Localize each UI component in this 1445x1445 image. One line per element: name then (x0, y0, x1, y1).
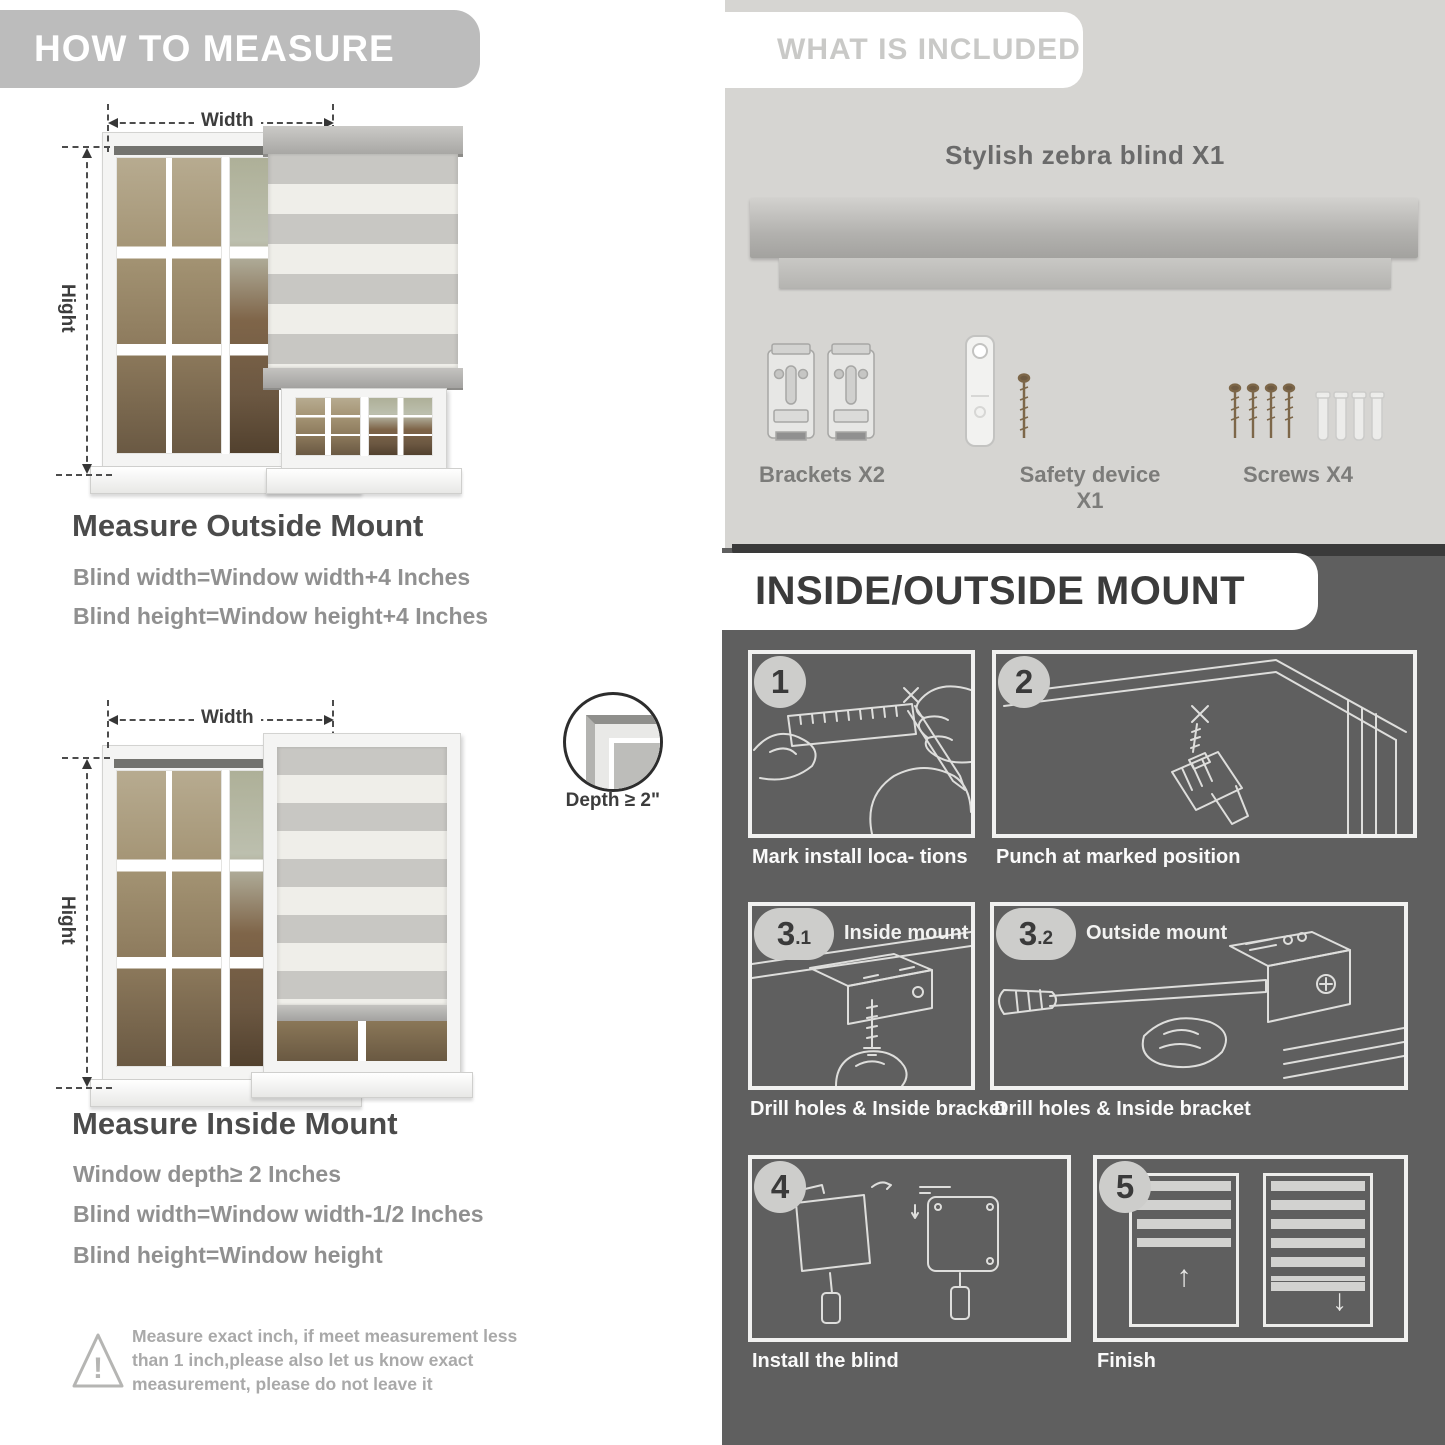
height-label: Hight (57, 896, 78, 945)
blind-headrail-bottom (779, 258, 1391, 288)
mini-blind-rail (1271, 1282, 1365, 1291)
step2-caption: Punch at marked position (996, 846, 1241, 868)
arrow-left-icon (108, 715, 118, 725)
step-badge (754, 656, 806, 708)
step2-illustration (996, 654, 1413, 834)
blind-slats (277, 747, 447, 1005)
arrow-up-icon (82, 148, 92, 158)
step1-caption: Mark install loca- tions (752, 846, 968, 868)
window-sash (295, 397, 361, 456)
step3-2-caption: Drill holes & Inside bracket (994, 1098, 1251, 1120)
height-tick (56, 474, 112, 476)
inside-outside-mount-title: INSIDE/OUTSIDE MOUNT (755, 569, 1246, 613)
window-sill (251, 1072, 473, 1098)
warning-exclamation: ! (93, 1352, 103, 1385)
window-glass (277, 1021, 447, 1061)
step-panel-1 (748, 650, 975, 838)
brackets-label: Brackets X2 (759, 462, 885, 487)
height-measure-line (86, 763, 88, 1083)
blind-bottom-rail (263, 368, 463, 390)
step-badge (998, 656, 1050, 708)
warning-line1: Measure exact inch, if meet measurement less (132, 1326, 518, 1346)
window-corner-art (586, 715, 663, 792)
arrow-left-icon (108, 118, 118, 128)
zebra-blind-illustration-outside (263, 126, 463, 388)
step-subnumber: .2 (1037, 928, 1054, 949)
inside-mount-title: Measure Inside Mount (72, 1106, 398, 1141)
window-sash (116, 157, 222, 454)
mini-blind-stripes (1271, 1181, 1365, 1281)
how-to-measure-header (0, 10, 480, 88)
step-panel-5 (1093, 1155, 1408, 1342)
step-subnumber: .1 (795, 928, 812, 949)
outside-mount-title: Measure Outside Mount (72, 508, 424, 543)
blind-cassette (263, 126, 463, 157)
step5-caption: Finish (1097, 1350, 1156, 1372)
mini-blind-lowered (1263, 1173, 1373, 1327)
step-number: 1 (770, 663, 790, 700)
warning-line3: measurement, please do not leave it (132, 1374, 433, 1394)
depth-label: Depth ≥ 2" (565, 790, 660, 811)
step-number: 3 (776, 915, 796, 952)
outside-mount-line1: Blind width=Window width+4 Inches (73, 564, 471, 590)
mini-blind-stripes (1137, 1181, 1231, 1237)
step4-caption: Install the blind (752, 1350, 899, 1372)
step3-1-caption: Drill holes & Inside bracket (750, 1098, 1007, 1120)
warning-line2: than 1 inch,please also let us know exact (132, 1350, 474, 1370)
step3-1-title: Inside mount (844, 922, 969, 944)
what-is-included-header (725, 12, 1083, 88)
depth-detail-circle (563, 692, 663, 792)
height-measure-line (86, 152, 88, 472)
brackets-image (766, 342, 878, 448)
height-tick (56, 1087, 112, 1089)
step-panel-3-2 (990, 902, 1408, 1090)
step-panel-2 (992, 650, 1417, 838)
up-arrow-icon: ↑ (1176, 1260, 1192, 1293)
window-sash (368, 397, 434, 456)
blind-headrail-image (750, 198, 1418, 258)
inside-mount-line2: Blind width=Window width-1/2 Inches (73, 1201, 484, 1227)
step-number: 4 (770, 1168, 790, 1205)
inside-mount-line3: Blind height=Window height (73, 1242, 383, 1268)
height-label: Hight (57, 284, 78, 333)
step3-2-title: Outside mount (1086, 922, 1228, 944)
step-panel-3-1 (748, 902, 975, 1090)
what-is-included-title: WHAT IS INCLUDED (777, 33, 1081, 66)
arrow-down-icon (82, 1077, 92, 1087)
window-fragment (281, 388, 447, 470)
step-number: 5 (1115, 1168, 1135, 1205)
safety-device-image (958, 334, 1058, 452)
window-sill (266, 468, 462, 494)
blind-slats (268, 154, 458, 368)
step-badge (754, 1161, 806, 1213)
width-label: Width (194, 707, 261, 729)
screws-image (1226, 382, 1386, 444)
width-dropline (107, 104, 109, 152)
warning-triangle-icon (70, 1328, 126, 1392)
screws-label: Screws X4 (1242, 462, 1354, 487)
step-badge (1099, 1161, 1151, 1213)
down-arrow-icon: ↓ (1332, 1284, 1347, 1317)
safety-device-label: Safety device X1 (1019, 462, 1161, 513)
how-to-measure-title: HOW TO MEASURE (34, 28, 395, 69)
step-number: 2 (1014, 663, 1034, 700)
mini-blind-rail (1137, 1238, 1231, 1247)
product-label: Stylish zebra blind X1 (945, 140, 1225, 170)
inside-outside-mount-header (722, 553, 1318, 630)
inside-mount-line1: Window depth≥ 2 Inches (73, 1161, 341, 1187)
window-sash (116, 770, 222, 1067)
outside-mount-line2: Blind height=Window height+4 Inches (73, 603, 489, 629)
arrow-up-icon (82, 759, 92, 769)
step-badge (996, 908, 1076, 960)
width-label: Width (194, 110, 261, 132)
step-number: 3 (1018, 915, 1038, 952)
step-badge (754, 908, 834, 960)
arrow-down-icon (82, 464, 92, 474)
arrow-right-icon (324, 715, 334, 725)
window-glass (295, 397, 433, 456)
zebra-blind-illustration-inside (263, 733, 461, 1075)
step-panel-4 (748, 1155, 1071, 1342)
window-corner-art-inner (609, 738, 663, 792)
